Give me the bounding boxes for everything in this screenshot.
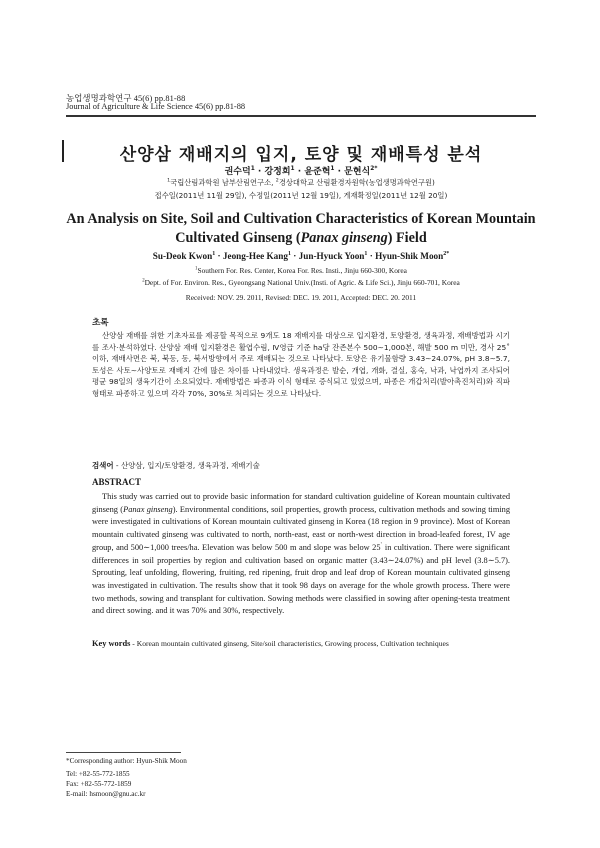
author-sup: 2* [443,250,450,257]
author-name: Jun-Hyuck Yoon [298,251,365,261]
author-name: Hyun-Shik Moon [375,251,444,261]
footnote-rule [66,752,181,753]
keywords-label: 검색어 [92,461,114,470]
footnote-fax: Fax: +82-55-772-1859 [66,780,132,788]
received-dates: Received: NOV. 29. 2011, Revised: DEC. 19. 2011, Accepted: DEC. 20. 2011 [185,293,417,302]
title-margin-bar [62,140,64,162]
author-name: Su-Deok Kwon [152,251,213,261]
author-sup: 2* [370,166,378,172]
dates-korean: 접수일(2011년 11월 29일), 수정일(2011년 12월 19일), 게재확정일(2011년 12월 20일) [154,191,448,200]
author-name: 권수덕 [224,167,251,177]
abstract-ko-body: 산양삼 재배를 위한 기초자료를 제공할 목적으로 9개도 18 재배지를 대상으로 입지환경, 토양환경, 생육과정, 재배방법과 시기를 조사·분석하였다. 산양삼 재배 입지환경은 활엽수림, Ⅳ영급 기준 ha당 잔존본수 500∼1,000본, 해발 500 m 미만, 경사 25˚이하, 재배사면은 북, 북동, 동, 북서방향에서 주로 재배되는 것으로 나타났다. 토양은 유기물함량 3.43∼24.07%, pH 3.8∼5.7, 토성은 사토∼사양토로 재배지 간에 많은 차이를 나타내었다. 생육과정은 발순, 개엽, 개화, 결실, 홍숙, 낙과, 낙엽까지 조사되어 평균 98일의 생육기간이 소요되었다. 재배방법은 파종과 이식 형태로 증식되고 있었으며, 파종은 개갑처리(발아촉진처리)와 직파형태로 파종하고 있으며 각각 70%, 30%로 처리되는 것으로 나타났다. [92,331,510,398]
author-name: Jeong-Hee Kang [222,251,288,261]
keywords-korean [92,460,510,471]
species-name: Panax ginseng [123,504,173,514]
abstract-en-heading: ABSTRACT [92,477,142,487]
authors-english [66,251,536,261]
degree-mark: ˚ [380,542,383,549]
author-sup: 1 [250,166,255,172]
author-sup: 1 [212,250,216,257]
affil-text: 경상대학교 산림환경자원학(농업생명과학연구원) [278,178,435,187]
affil-text: Southern For. Res. Center, Korea For. Res. Insti., Jinju 660-300, Korea [197,266,407,275]
affil-sup: 1 [195,266,198,272]
author-sup: 1 [287,250,291,257]
abstract-ko-heading: 초록 [92,318,109,328]
title-english-line2 [60,230,542,247]
affil-sup: 2 [142,278,145,284]
footnote-email: E-mail: hsmoon@gnu.ac.kr [66,790,146,798]
keywords-english [92,639,522,648]
affiliation-english-1 [66,266,536,275]
author-separator: · [215,251,223,261]
author-separator: · [254,167,265,177]
title-text: Cultivated Ginseng ( [175,230,301,246]
author-separator: · [334,167,345,177]
footnote-corresponding: *Corresponding author: Hyun-Shik Moon [66,757,187,765]
title-korean: 산양삼 재배지의 입지, 토양 및 재배특성 분석 [119,145,483,165]
affil-text: 국립산림과학원 남부산림연구소, [170,178,276,187]
author-sup: 1 [290,166,295,172]
footnote-tel: Tel: +82-55-772-1855 [66,770,130,778]
species-name: Panax ginseng [300,230,388,246]
affil-sup: 1 [167,178,171,184]
title-text: ) Field [387,230,427,246]
header-rule [66,115,536,117]
authors-korean [66,164,536,177]
keywords-label: Key words [92,639,131,648]
keywords-text: - Korean mountain cultivated ginseng, Site/soil characteristics, Growing process, Cultivation techniques [130,639,449,648]
abstract-text: in cultivation. There were significant differences in soil properties by region and cultivation based on organic matter (3.43∼24.07%) and pH level (3.8∼5.7). Sprouting, leaf unfolding, flowering, fruiting, red ripening, fruit drop and leaf drop of Korean mountain cultivated ginseng was investigated in cultivation. The results show that it took 98 days on average for the whole growth process. There were two methods, sowing and transplant for cultivation. Sowing methods were classified in sowing after opening-testa treatment and direct sowing. and it was 70% and 30%, respectively. [92,542,510,616]
affil-text: Dept. of For. Environ. Res., Gyeongsang National Univ.(Insti. of Agric. & Life Sci.), Jinju 660-701, Korea [144,278,460,287]
author-sup: 1 [330,166,335,172]
affiliation-english-2 [66,278,536,287]
journal-header-ko: 농업생명과학연구 45(6) pp.81-88 [66,94,186,103]
abstract-text: This study was carried out to provide basic information for standard cultivation guideline of Korean mountain cultivated ginseng ( [92,492,510,514]
abstract-en-body [92,491,510,618]
affiliation-korean [66,178,536,188]
author-separator: · [367,251,376,261]
keywords-text: - 산양삼, 입지/토양환경, 생육과정, 재배기술 [113,461,260,470]
author-sup: 1 [364,250,368,257]
author-name: 문현식 [344,167,371,177]
affil-sup: 2 [275,178,279,184]
abstract-text: ). Environmental conditions, soil properties, growth process, cultivation methods and sowing timing were investigated in cultivations of Korean mountain cultivated ginseng in Korea (18 region in 9 province). Most of Korean mountain cultivated ginseng was cultivated to north, north-east, east or north-west direction in broad-leafed forest, IV age group, and 500∼1,000 trees/ha. Elevation was below 500 m and slope was below 25 [92,504,510,552]
journal-header-en: Journal of Agriculture & Life Science 45(6) pp.81-88 [66,102,246,111]
author-name: 강정희 [264,167,291,177]
author-separator: · [290,251,299,261]
author-separator: · [294,167,305,177]
author-name: 윤준혁 [304,167,331,177]
title-english-line1: An Analysis on Site, Soil and Cultivation Characteristics of Korean Mountain [66,211,536,227]
